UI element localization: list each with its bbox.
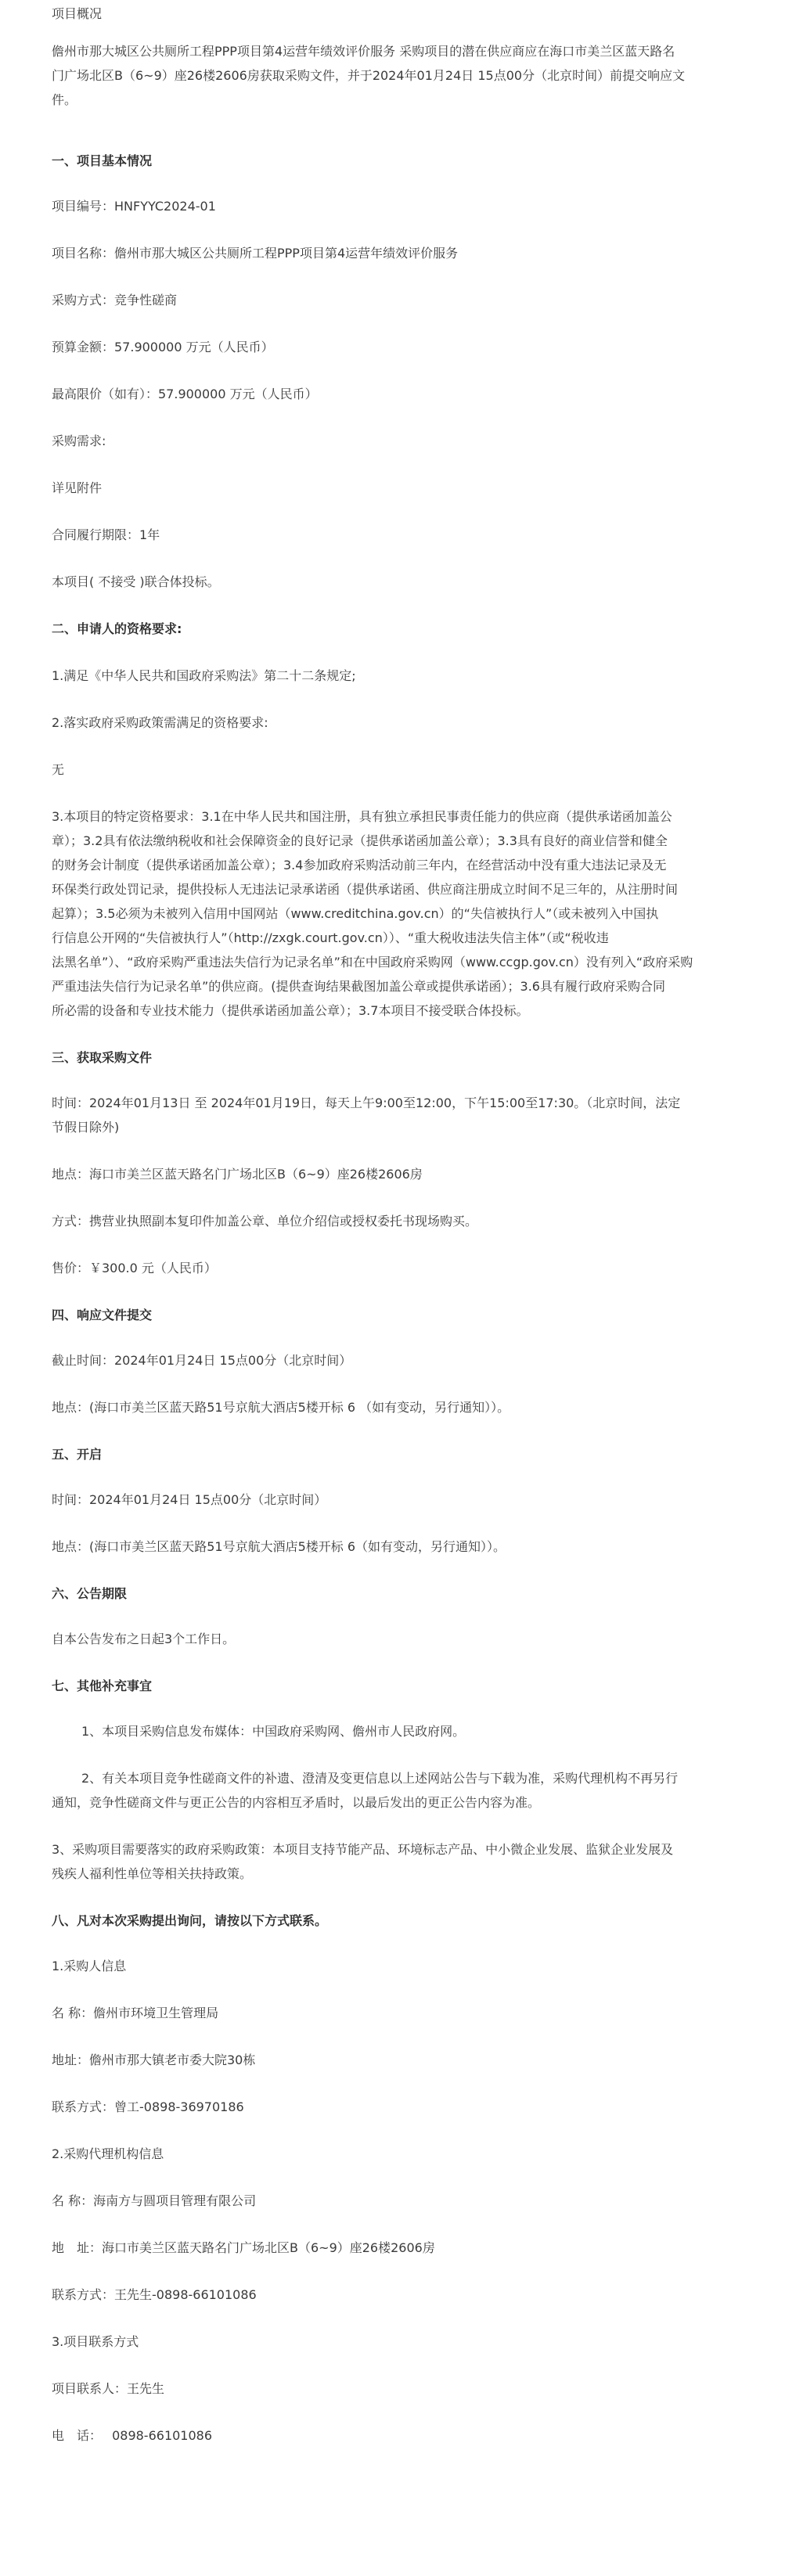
agency-contact: 联系方式：王先生-0898-66101086	[52, 2287, 257, 2302]
overview-line-3: 件。	[52, 92, 77, 107]
purchaser-contact: 联系方式：曾工-0898-36970186	[52, 2099, 244, 2114]
acquisition-location: 地点：海口市美兰区蓝天路名门广场北区B（6~9）座26楼2606房	[52, 1167, 423, 1182]
document-price: 售价：￥300.0 元（人民币）	[52, 1261, 217, 1275]
opening-time: 时间：2024年01月24日 15点00分（北京时间）	[52, 1492, 327, 1507]
section-2-heading: 二、申请人的资格要求:	[52, 621, 182, 636]
section-4-heading: 四、响应文件提交	[52, 1308, 153, 1322]
purchaser-address: 地址：儋州市那大镇老市委大院30栋	[52, 2053, 256, 2067]
requirement-3-line-8: 严重违法失信行为记录名单”的供应商。(提供查询结果截图加盖公章或提供承诺函）；3.6具有履行政府采购合同	[52, 979, 665, 994]
requirement-3-line-6: 行信息公开网的“失信被执行人”（http://zxgk.court.gov.cn））、“重大税收违法失信主体”（或“税收违	[52, 930, 609, 945]
section-7-heading: 七、其他补充事宜	[52, 1678, 153, 1693]
opening-location: 地点：(海口市美兰区蓝天路51号京航大酒店5楼开标 6（如有变动，另行通知））。	[52, 1539, 506, 1554]
section-8-heading: 八、凡对本次采购提出询问，请按以下方式联系。	[52, 1913, 328, 1928]
requirement-3-line-1: 3.本项目的特定资格要求：3.1在中华人民共和国注册，具有独立承担民事责任能力的供应商（提供承诺函加盖公	[52, 809, 672, 824]
project-name: 项目名称：儋州市那大城区公共厕所工程PPP项目第4运营年绩效评价服务	[52, 246, 459, 261]
project-contact-person: 项目联系人：王先生	[52, 2381, 165, 2396]
overview-line-2: 门广场北区B（6~9）座26楼2606房获取采购文件，并于2024年01月24日 15点00分（北京时间）前提交响应文	[52, 68, 686, 83]
project-number: 项目编号：HNFYYC2024-01	[52, 199, 216, 214]
doc-title: 项目概况	[52, 6, 103, 21]
requirement-1: 1.满足《中华人民共和国政府采购法》第二十二条规定;	[52, 668, 356, 683]
submission-deadline: 截止时间：2024年01月24日 15点00分（北京时间）	[52, 1353, 352, 1368]
agency-address: 地 址：海口市美兰区蓝天路名门广场北区B（6~9）座26楼2606房	[52, 2240, 435, 2255]
requirement-3-line-3: 的财务会计制度（提供承诺函加盖公章）；3.4参加政府采购活动前三年内，在经营活动中没有重大违法记录及无	[52, 858, 667, 872]
purchaser-info-title: 1.采购人信息	[52, 1959, 127, 1973]
acquisition-time-line-1: 时间：2024年01月13日 至 2024年01月19日，每天上午9:00至12:00，下午15:00至17:30。（北京时间，法定	[52, 1096, 681, 1110]
acquisition-time-line-2: 节假日除外)	[52, 1120, 120, 1135]
requirement-3-line-9: 所必需的设备和专业技术能力（提供承诺函加盖公章）；3.7本项目不接受联合体投标。	[52, 1003, 529, 1018]
purchaser-name: 名 称：儋州市环境卫生管理局	[52, 2006, 219, 2020]
acquisition-method: 方式：携营业执照副本复印件加盖公章、单位介绍信或授权委托书现场购买。	[52, 1214, 478, 1229]
section-3-heading: 三、获取采购文件	[52, 1050, 153, 1065]
supplementary-item-2-line-2: 通知，竞争性磋商文件与更正公告的内容相互矛盾时，以最后发出的更正公告内容为准。	[52, 1795, 541, 1810]
requirement-3-line-7: 法黑名单”）、“政府采购严重违法失信行为记录名单”和在中国政府采购网（www.ccgp.gov.cn）没有列入“政府采购	[52, 955, 693, 970]
notice-period: 自本公告发布之日起3个工作日。	[52, 1632, 236, 1646]
supplementary-item-1: 1、本项目采购信息发布媒体：中国政府采购网、儋州市人民政府网。	[81, 1724, 466, 1739]
requirement-3-line-5: 起算）；3.5必须为未被列入信用中国网站（www.creditchina.gov.cn）的“失信被执行人”（或未被列入中国执	[52, 906, 659, 921]
demand-value: 详见附件	[52, 480, 103, 495]
submission-location: 地点：(海口市美兰区蓝天路51号京航大酒店5楼开标 6 （如有变动，另行通知））。	[52, 1400, 510, 1415]
agency-info-title: 2.采购代理机构信息	[52, 2146, 164, 2161]
requirement-3-line-2: 章）；3.2具有依法缴纳税收和社会保障资金的良好记录（提供承诺函加盖公章）；3.3具有良好的商业信誉和健全	[52, 833, 668, 848]
agency-name: 名 称：海南方与圆项目管理有限公司	[52, 2193, 257, 2208]
section-5-heading: 五、开启	[52, 1447, 103, 1462]
supplementary-item-2-line-1: 2、有关本项目竞争性磋商文件的补遗、澄清及变更信息以上述网站公告与下载为准，采购代理机构不再另行	[81, 1771, 679, 1786]
project-contact-phone: 电 话： 0898-66101086	[52, 2428, 213, 2443]
requirement-2: 2.落实政府采购政策需满足的资格要求:	[52, 715, 268, 730]
requirement-2-value: 无	[52, 762, 65, 777]
contract-term: 合同履行期限：1年	[52, 527, 160, 542]
procurement-method: 采购方式：竞争性磋商	[52, 293, 178, 308]
budget-amount: 预算金额：57.900000 万元（人民币）	[52, 340, 274, 354]
supplementary-item-3-line-2: 残疾人福利性单位等相关扶持政策。	[52, 1866, 253, 1881]
consortium-note: 本项目( 不接受 )联合体投标。	[52, 574, 220, 589]
section-6-heading: 六、公告期限	[52, 1586, 128, 1601]
section-1-heading: 一、项目基本情况	[52, 153, 153, 168]
supplementary-item-3-line-1: 3、采购项目需要落实的政府采购政策：本项目支持节能产品、环境标志产品、中小微企业发展、监狱企业发展及	[52, 1842, 674, 1857]
max-price: 最高限价（如有）：57.900000 万元（人民币）	[52, 387, 318, 401]
project-contact-title: 3.项目联系方式	[52, 2334, 139, 2349]
demand-label: 采购需求:	[52, 434, 106, 448]
overview-line-1: 儋州市那大城区公共厕所工程PPP项目第4运营年绩效评价服务 采购项目的潜在供应商应在海口市美兰区蓝天路名	[52, 44, 675, 59]
requirement-3-line-4: 环保类行政处罚记录，提供投标人无违法记录承诺函（提供承诺函、供应商注册成立时间不足三年的，从注册时间	[52, 882, 679, 897]
